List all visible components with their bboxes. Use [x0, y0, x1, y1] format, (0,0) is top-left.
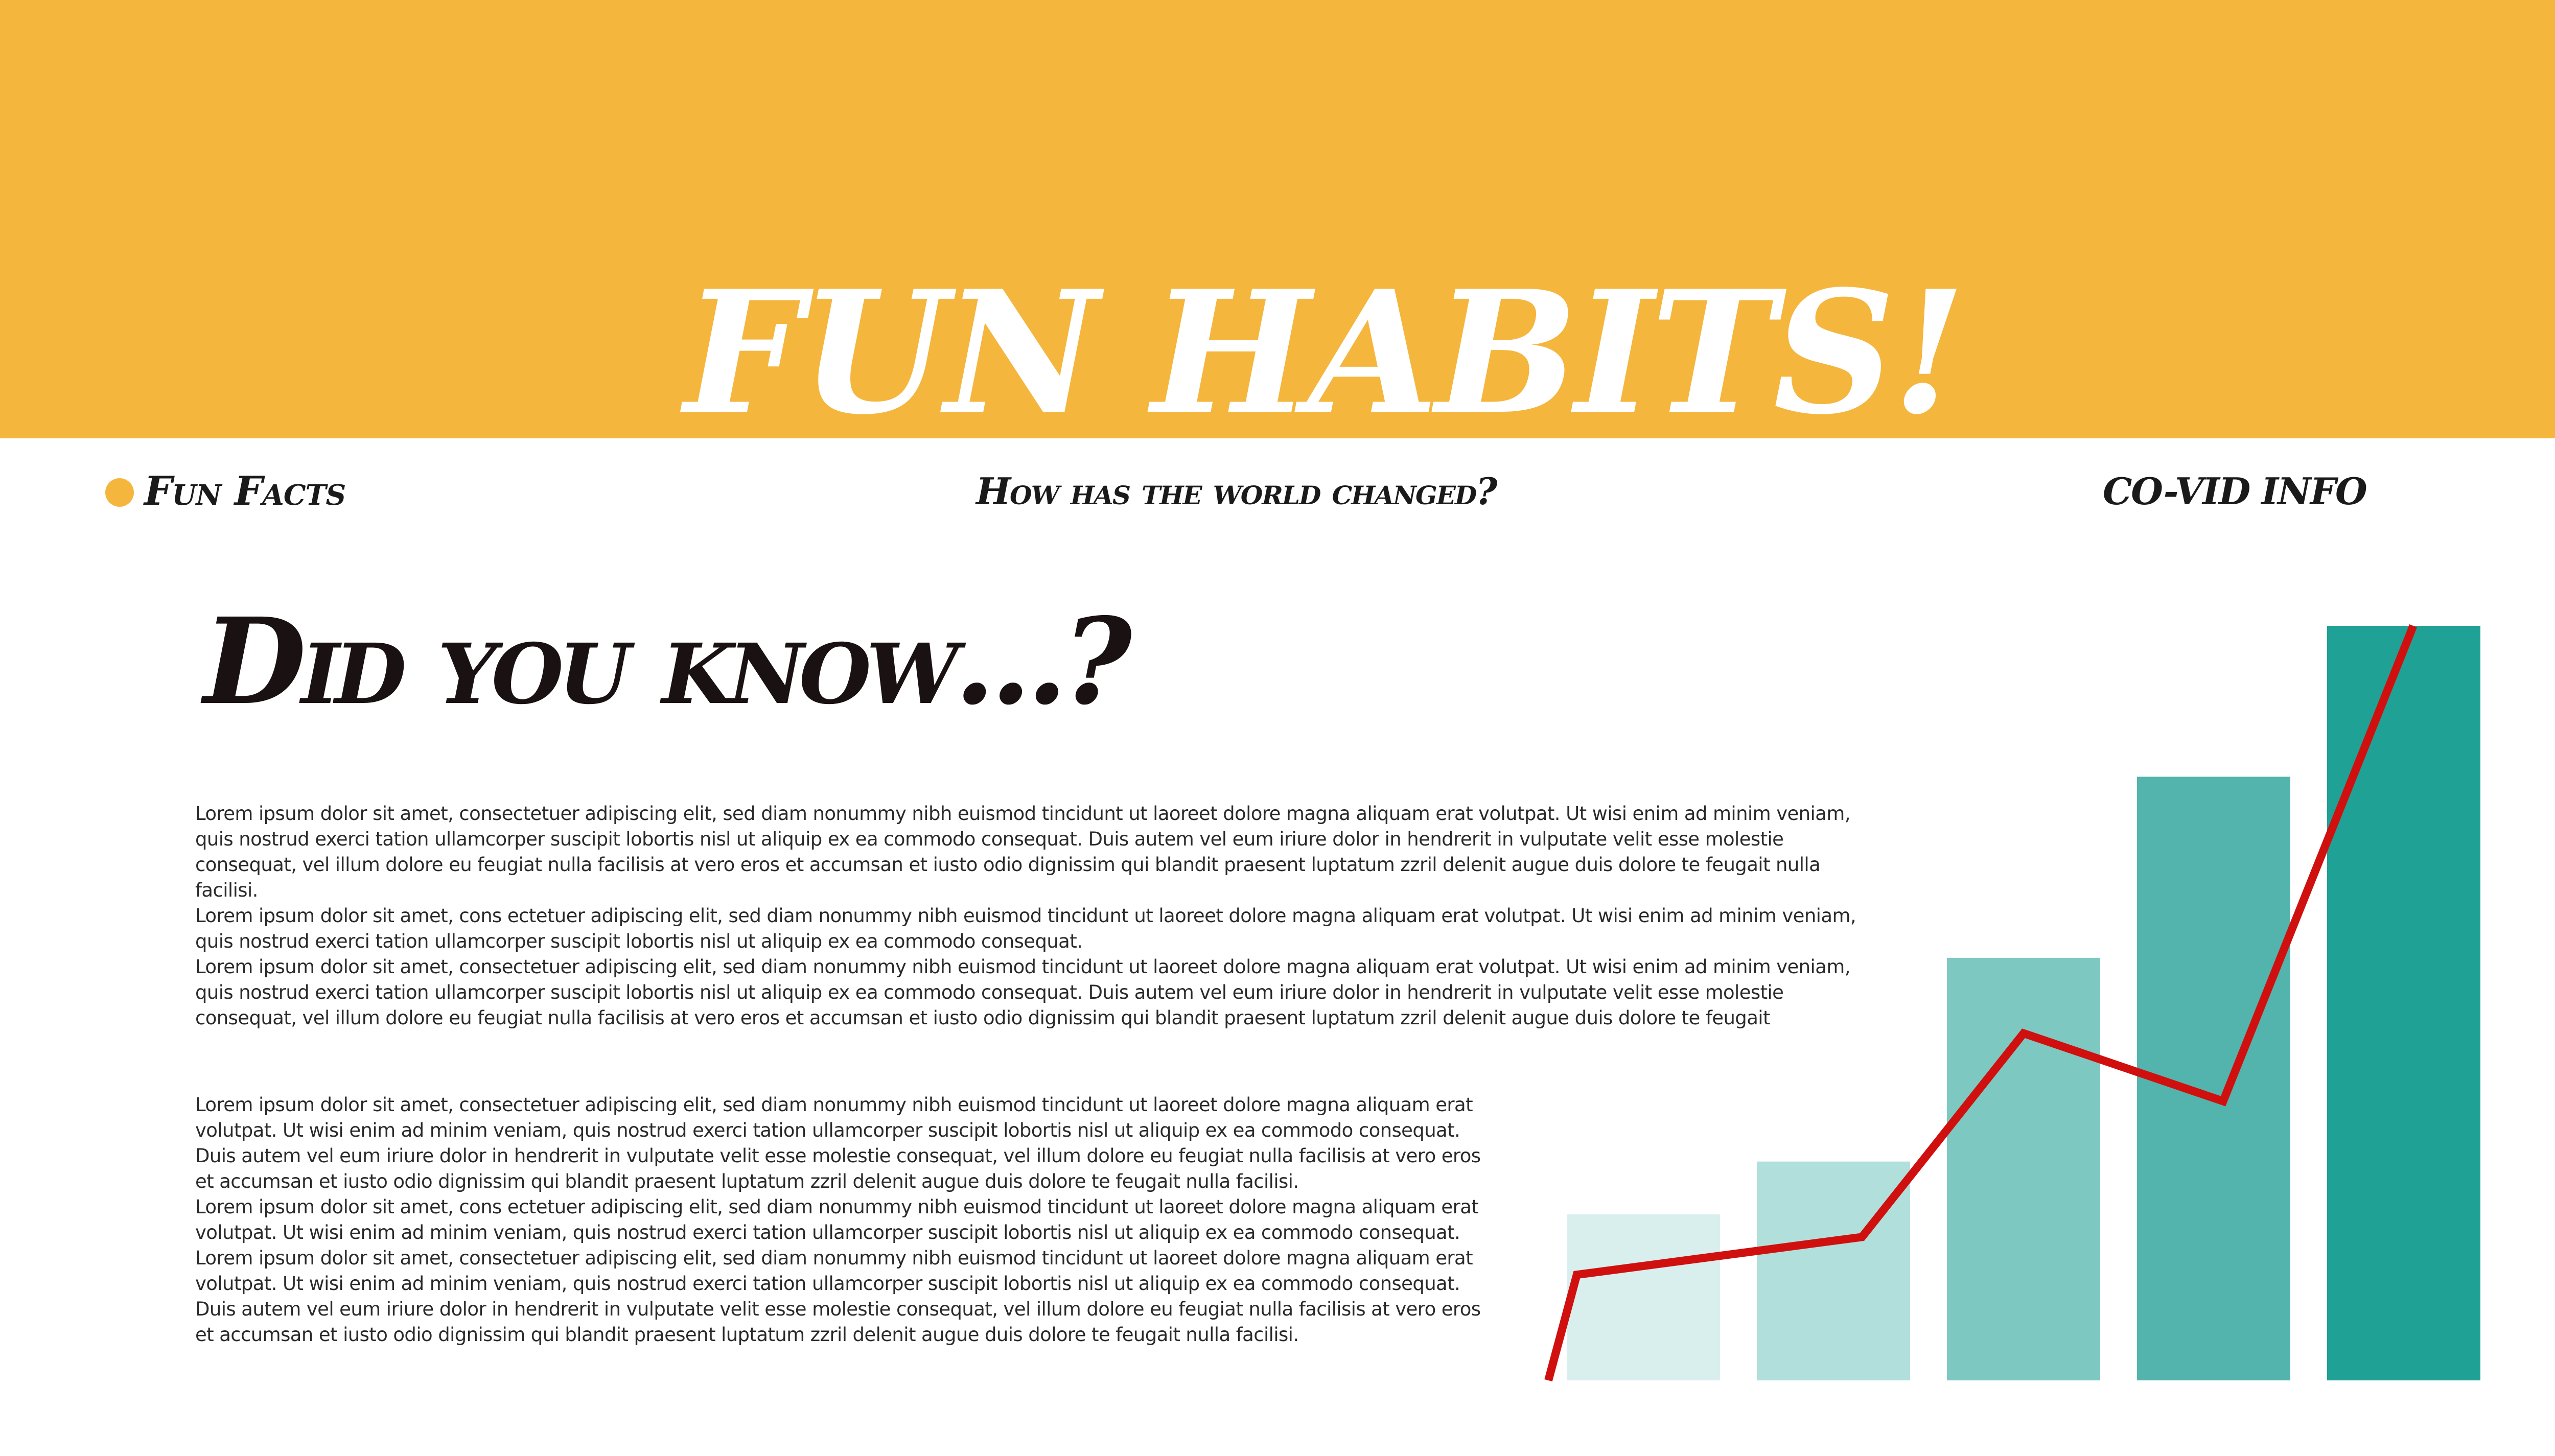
bullet-dot-icon — [105, 478, 134, 507]
paragraph: Lorem ipsum dolor sit amet, consectetuer adipiscing elit, sed diam nonummy nibh euismod tincidunt ut laoreet dolore magna aliquam erat volutpat. Ut wisi enim ad minim veniam, quis nostrud exerci tation ullamcorper suscipit lobortis nisl ut aliquip ex ea commodo consequat. Duis autem vel eum iriure dolor in hendrerit in vulputate velit esse molestie consequat, vel illum dolore eu feugiat nulla facilisis at vero eros et accumsan et iusto odio dignissim qui blandit praesent luptatum zzril delenit augue duis dolore te feugait — [195, 956, 1850, 1029]
growth-chart — [1533, 608, 2519, 1384]
paragraph: Lorem ipsum dolor sit amet, consectetuer adipiscing elit, sed diam nonummy nibh euismod tincidunt ut laoreet dolore magna aliquam erat volutpat. Ut wisi enim ad minim veniam, quis nostrud exerci tation ullamcorper suscipit lobortis nisl ut aliquip ex ea commodo consequat. Duis autem vel eum iriure dolor in hendrerit in vulputate velit esse molestie consequat, vel illum dolore eu feugiat nulla facilisis at vero eros et accumsan et iusto odio dignissim qui blandit praesent luptatum zzril delenit augue duis dolore te feugait nulla facilisi. — [195, 1094, 1481, 1192]
hero-title-container — [0, 240, 2555, 438]
chart-bar-2 — [1757, 1162, 1910, 1380]
nav-fun-facts[interactable]: Fun Facts — [144, 468, 346, 514]
chart-bar-3 — [1947, 958, 2100, 1380]
nav-world-changed[interactable]: How has the world changed? — [976, 469, 1497, 513]
paragraph: Lorem ipsum dolor sit amet, consectetuer adipiscing elit, sed diam nonummy nibh euismod tincidunt ut laoreet dolore magna aliquam erat volutpat. Ut wisi enim ad minim veniam, quis nostrud exerci tation ullamcorper suscipit lobortis nisl ut aliquip ex ea commodo consequat. Duis autem vel eum iriure dolor in hendrerit in vulputate velit esse molestie consequat, vel illum dolore eu feugiat nulla facilisis at vero eros et accumsan et iusto odio dignissim qui blandit praesent luptatum zzril delenit augue duis dolore te feugait nulla facilisi. — [195, 803, 1850, 901]
paragraph: Lorem ipsum dolor sit amet, cons ectetuer adipiscing elit, sed diam nonummy nibh euismod tincidunt ut laoreet dolore magna aliquam erat volutpat. Ut wisi enim ad minim veniam, quis nostrud exerci tation ullamcorper suscipit lobortis nisl ut aliquip ex ea commodo consequat. — [195, 1196, 1479, 1243]
section-title: Did you know...? — [203, 592, 1127, 731]
chart-bar-1 — [1567, 1214, 1720, 1380]
page-title: FUN HABITS! — [684, 253, 1963, 438]
body-text-block-2 — [195, 1092, 1483, 1348]
paragraph: Lorem ipsum dolor sit amet, consectetuer adipiscing elit, sed diam nonummy nibh euismod tincidunt ut laoreet dolore magna aliquam erat volutpat. Ut wisi enim ad minim veniam, quis nostrud exerci tation ullamcorper suscipit lobortis nisl ut aliquip ex ea commodo consequat. Duis autem vel eum iriure dolor in hendrerit in vulputate velit esse molestie consequat, vel illum dolore eu feugiat nulla facilisis at vero eros et accumsan et iusto odio dignissim qui blandit praesent luptatum zzril delenit augue duis dolore te feugait nulla facilisi. — [195, 1247, 1481, 1346]
nav-covid-info[interactable]: CO-VID INFO — [2103, 469, 2366, 513]
paragraph: Lorem ipsum dolor sit amet, cons ectetuer adipiscing elit, sed diam nonummy nibh euismod tincidunt ut laoreet dolore magna aliquam erat volutpat. Ut wisi enim ad minim veniam, quis nostrud exerci tation ullamcorper suscipit lobortis nisl ut aliquip ex ea commodo consequat. — [195, 905, 1856, 952]
chart-bar-5 — [2327, 626, 2480, 1380]
